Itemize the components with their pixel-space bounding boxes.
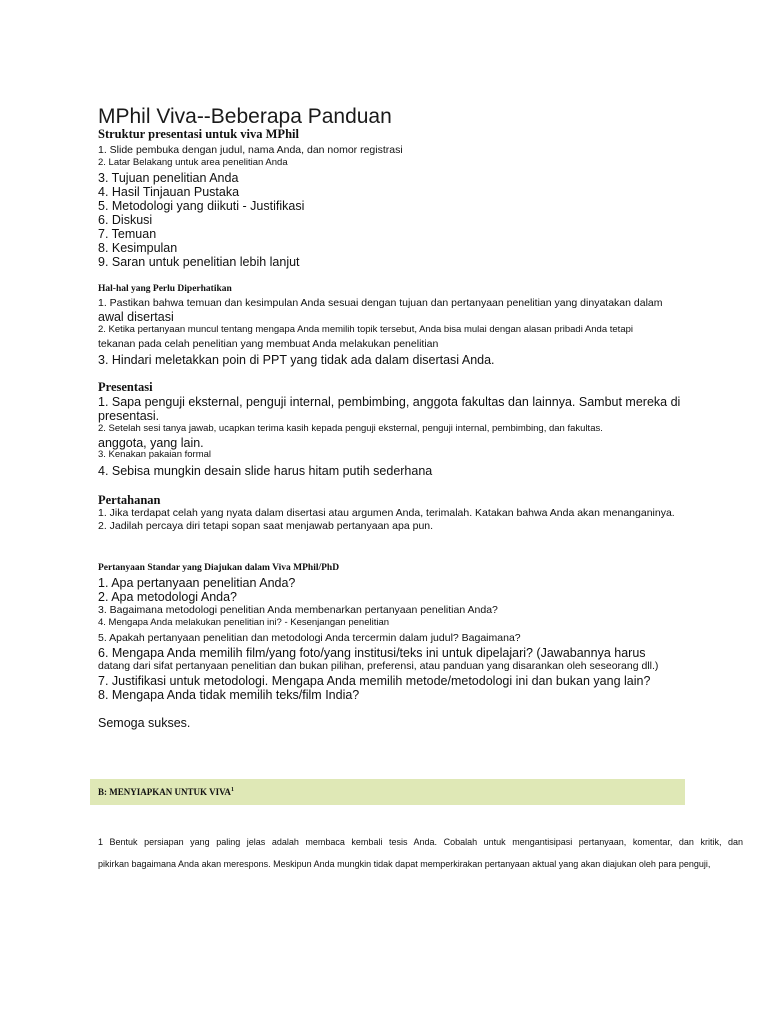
page-title: MPhil Viva--Beberapa Panduan — [98, 105, 392, 128]
closing-text: Semoga sukses. — [98, 716, 191, 730]
list-item: 6. Diskusi — [98, 213, 153, 227]
band-heading-text: B: MENYIAPKAN UNTUK VIVA — [98, 787, 231, 797]
footnote-line: 1 Bentuk persiapan yang paling jelas adalah membaca kembali tesis Anda. Cobalah untuk mengantisipasi pertanyaan, komentar, dan kritik, dan — [98, 837, 743, 847]
list-item: 1. Apa pertanyaan penelitian Anda? — [98, 576, 296, 590]
list-item: 3. Bagaimana metodologi penelitian Anda membenarkan pertanyaan penelitian Anda? — [98, 604, 498, 616]
list-item: 4. Mengapa Anda melakukan penelitian ini? - Kesenjangan penelitian — [98, 617, 390, 628]
band-heading — [98, 787, 234, 797]
list-item: 4. Sebisa mungkin desain slide harus hitam putih sederhana — [98, 464, 433, 478]
list-item: 1. Sapa penguji eksternal, penguji internal, pembimbing, anggota fakultas dan lainnya. Sambut mereka di — [98, 395, 681, 409]
section-heading-hal-hal: Hal-hal yang Perlu Diperhatikan — [98, 284, 232, 294]
section-heading-presentasi: Presentasi — [98, 380, 153, 394]
section-heading-pertahanan: Pertahanan — [98, 493, 161, 507]
list-item: 6. Mengapa Anda memilih film/yang foto/yang institusi/teks ini untuk dipelajari? (Jawabannya harus — [98, 646, 646, 660]
list-item: 9. Saran untuk penelitian lebih lanjut — [98, 255, 300, 269]
footnote-marker: 1 — [230, 787, 234, 793]
list-item: tekanan pada celah penelitian yang membuat Anda melakukan penelitian — [98, 338, 439, 350]
section-heading-pertanyaan: Pertanyaan Standar yang Diajukan dalam Viva MPhil/PhD — [98, 563, 340, 573]
list-item: 4. Hasil Tinjauan Pustaka — [98, 185, 240, 199]
list-item: 2. Apa metodologi Anda? — [98, 590, 238, 604]
list-item: 8. Kesimpulan — [98, 241, 178, 255]
list-item: 2. Jadilah percaya diri tetapi sopan saat menjawab pertanyaan apa pun. — [98, 520, 434, 532]
list-item: 2. Latar Belakang untuk area penelitian Anda — [98, 157, 288, 168]
list-item: awal disertasi — [98, 310, 174, 324]
list-item: anggota, yang lain. — [98, 436, 204, 450]
list-item: 2. Ketika pertanyaan muncul tentang mengapa Anda memilih topik tersebut, Anda bisa mulai dengan alasan pribadi Anda tetapi — [98, 324, 633, 335]
list-item: 7. Justifikasi untuk metodologi. Mengapa Anda memilih metode/metodologi ini dan bukan yang lain? — [98, 674, 651, 688]
list-item: 5. Metodologi yang diikuti - Justifikasi — [98, 199, 305, 213]
list-item: 7. Temuan — [98, 227, 157, 241]
list-item: datang dari sifat pertanyaan penelitian dan bukan pilihan, preferensi, atau panduan yang disarankan oleh seseorang dll.) — [98, 660, 659, 672]
list-item: 8. Mengapa Anda tidak memilih teks/film India? — [98, 688, 360, 702]
section-band — [90, 779, 685, 805]
list-item: presentasi. — [98, 409, 160, 423]
list-item: 3. Tujuan penelitian Anda — [98, 171, 239, 185]
list-item: 1. Pastikan bahwa temuan dan kesimpulan Anda sesuai dengan tujuan dan pertanyaan penelitian yang dinyatakan dalam — [98, 297, 663, 309]
list-item: 1. Jika terdapat celah yang nyata dalam disertasi atau argumen Anda, terimalah. Katakan bahwa Anda akan menanganinya. — [98, 507, 675, 519]
list-item: 5. Apakah pertanyaan penelitian dan metodologi Anda tercermin dalam judul? Bagaimana? — [98, 632, 521, 644]
list-item: 1. Slide pembuka dengan judul, nama Anda, dan nomor registrasi — [98, 144, 403, 156]
list-item: 2. Setelah sesi tanya jawab, ucapkan terima kasih kepada penguji eksternal, penguji internal, pembimbing, dan fakultas. — [98, 423, 603, 434]
footnote-line: pikirkan bagaimana Anda akan merespons. Meskipun Anda mungkin tidak dapat memperkirakan pertanyaan aktual yang akan diajukan oleh para penguji, — [98, 859, 711, 869]
list-item: 3. Hindari meletakkan poin di PPT yang tidak ada dalam disertasi Anda. — [98, 353, 495, 367]
list-item: 3. Kenakan pakaian formal — [98, 449, 212, 460]
section-heading-struktur: Struktur presentasi untuk viva MPhil — [98, 127, 299, 141]
